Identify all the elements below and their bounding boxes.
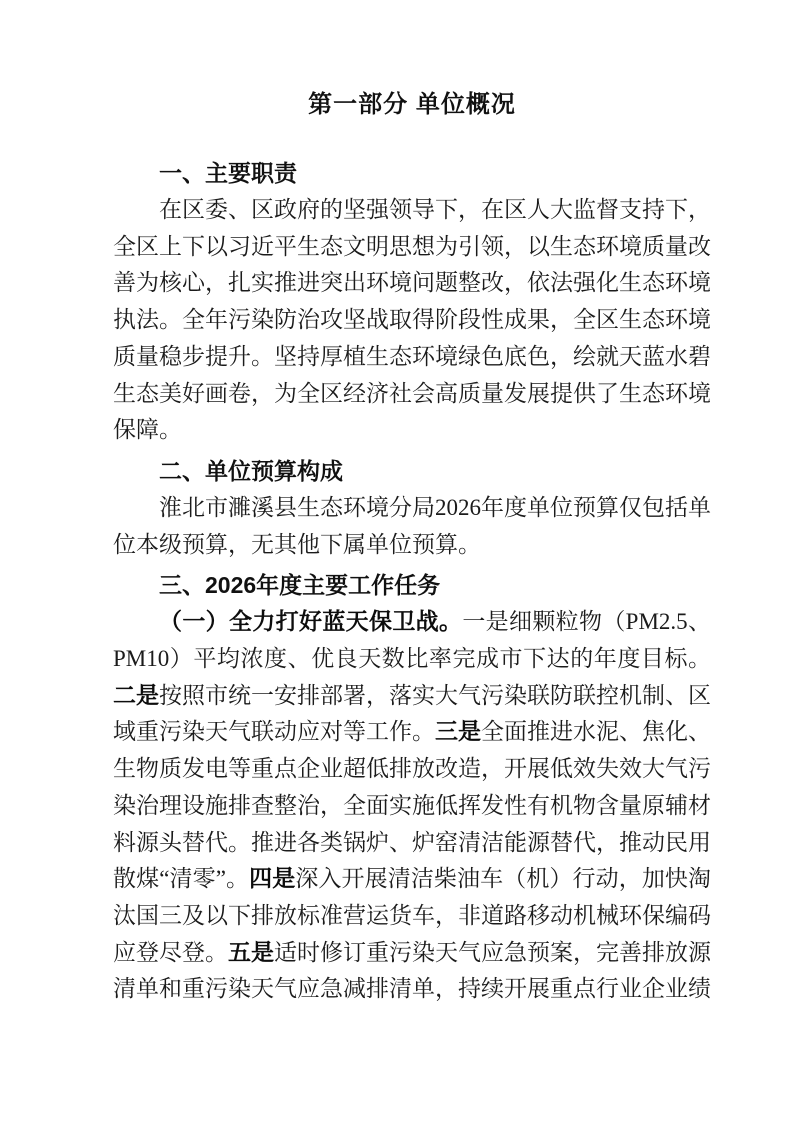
text-run: 全面推进水泥、焦化、生物质发电等重点企业超低排放改造，开展低效失效大气污染治理设施排查整治，全面实施低挥发性有机物含量原辅材料源头替代。推进各类锅炉、炉窑清洁能源替代，推动民用散煤“清零”。 — [113, 719, 711, 892]
bold-text-run: 二是 — [113, 682, 159, 708]
section-body-3 — [113, 604, 711, 1008]
text-run: 在区委、区政府的坚强领导下，在区人大监督支持下，全区上下以习近平生态文明思想为引领，以生态环境质量改善为核心，扎实推进突出环境问题整改，依法强化生态环境执法。全年污染防治攻坚战取得阶段性成果，全区生态环境质量稳步提升。坚持厚植生态环境绿色底色，绘就天蓝水碧生态美好画卷，为全区经济社会高质量发展提供了生态环境保障。 — [113, 197, 711, 443]
section-main-duties — [113, 155, 711, 449]
section-heading-3: 三、2026年度主要工作任务 — [159, 572, 441, 599]
text-run: 按照市统一安排部署，落实大气污染联防联控机制、区域重污染天气联动应对等工作。 — [113, 682, 711, 745]
section-body-2 — [113, 490, 711, 563]
text-run: 适时修订重污染天气应急预案，完善排放源清单和重污染天气应急减排清单，持续开展重点行业企业绩 — [113, 939, 711, 1002]
section-work-tasks-2026 — [113, 567, 711, 1008]
bold-text-run: （一）全力打好蓝天保卫战。 — [159, 609, 463, 635]
bold-text-run: 五是 — [228, 939, 274, 965]
section-body-1 — [113, 192, 711, 449]
text-run: 深入开展清洁柴油车（机）行动，加快淘汰国三及以下排放标准营运货车，非道路移动机械环保编码应登尽登。 — [113, 866, 712, 965]
bold-text-run: 四是 — [249, 866, 296, 892]
section-heading-1: 一、主要职责 — [159, 160, 297, 186]
bold-text-run: 三是 — [435, 719, 481, 745]
paragraph — [113, 604, 711, 1008]
section-heading-2: 二、单位预算构成 — [159, 457, 343, 484]
text-run: 淮北市濉溪县生态环境分局2026年度单位预算仅包括单位本级预算，无其他下属单位预算。 — [113, 494, 711, 557]
paragraph — [113, 490, 711, 563]
paragraph — [113, 192, 711, 449]
section-budget-composition — [113, 453, 711, 563]
page-title: 第一部分 单位概况 — [308, 91, 516, 118]
text-run: 一是细颗粒物（PM2.5、PM10）平均浓度、优良天数比率完成市下达的年度目标。 — [113, 609, 712, 672]
